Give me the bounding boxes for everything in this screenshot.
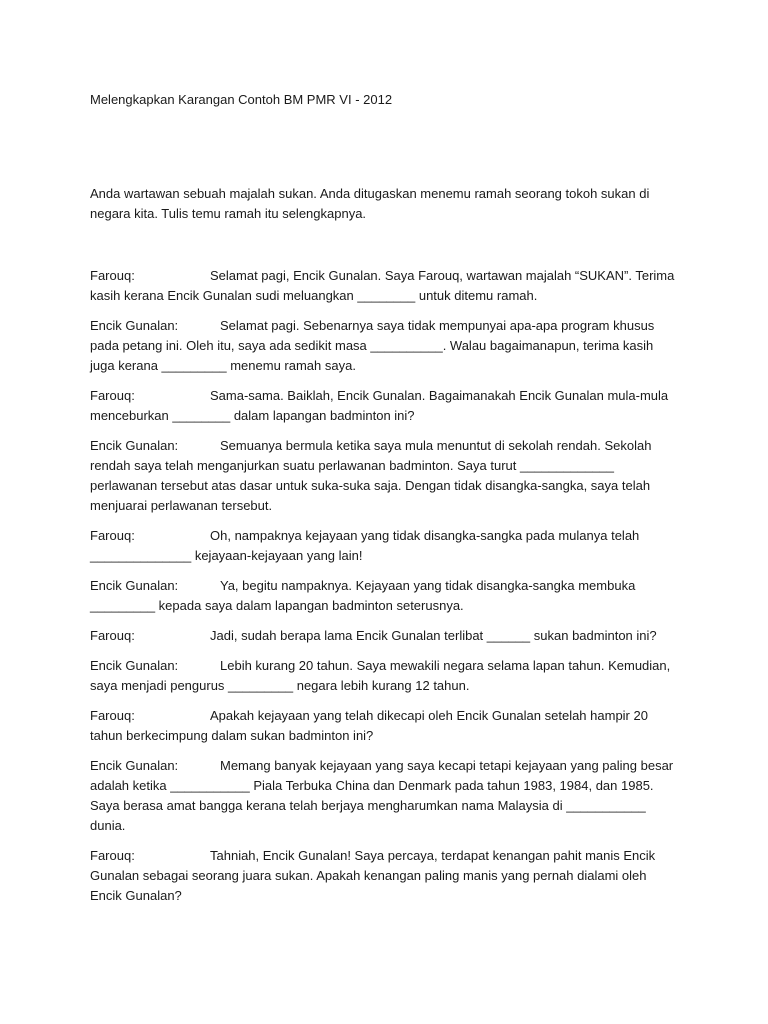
- speaker-name: Farouq:: [90, 848, 135, 863]
- dialogue-turn: [90, 576, 680, 616]
- speech-text: Tahniah, Encik Gunalan! Saya percaya, terdapat kenangan pahit manis Encik Gunalan sebagai seorang juara sukan. Apakah kenangan paling manis yang pernah dialami oleh Encik Gunalan?: [90, 848, 656, 903]
- speech-text: Memang banyak kejayaan yang saya kecapi tetapi kejayaan yang paling besar adalah ketika ___________ Piala Terbuka China dan Denmark pada tahun 1983, 1984, dan 1985. Saya berasa amat bangga kerana telah berjaya mengharumkan nama Malaysia di ___________ dunia.: [90, 758, 674, 833]
- speaker-name: Farouq:: [90, 528, 135, 543]
- speaker-name: Farouq:: [90, 268, 135, 283]
- speaker-name: Farouq:: [90, 708, 135, 723]
- dialogue-turn: [90, 706, 680, 746]
- instruction-paragraph: Anda wartawan sebuah majalah sukan. Anda ditugaskan menemu ramah seorang tokoh sukan di negara kita. Tulis temu ramah itu selengkapnya.: [90, 186, 650, 221]
- dialogue-turn: [90, 656, 680, 696]
- speech-text: Selamat pagi, Encik Gunalan. Saya Farouq, wartawan majalah “SUKAN”. Terima kasih kerana Encik Gunalan sudi meluangkan ________ untuk ditemu ramah.: [90, 268, 675, 303]
- speaker-name: Encik Gunalan:: [90, 438, 179, 453]
- dialogue-turn: [90, 846, 680, 906]
- document-title: Melengkapkan Karangan Contoh BM PMR VI - 2012: [90, 92, 393, 107]
- speech-text: Oh, nampaknya kejayaan yang tidak disangka-sangka pada mulanya telah ______________ kejayaan-kejayaan yang lain!: [90, 528, 640, 563]
- speech-text: Semuanya bermula ketika saya mula menuntut di sekolah rendah. Sekolah rendah saya telah menganjurkan suatu perlawanan badminton. Saya turut _____________ perlawanan tersebut atas dasar untuk suka-suka saja. Dengan tidak disangka-sangka, saya telah menjuarai perlawanan tersebut.: [90, 438, 652, 513]
- dialogue-turn: [90, 386, 680, 426]
- speaker-name: Farouq:: [90, 628, 135, 643]
- speech-text: Selamat pagi. Sebenarnya saya tidak mempunyai apa-apa program khusus pada petang ini. Oleh itu, saya ada sedikit masa __________. Walau bagaimanapun, terima kasih juga kerana _________ menemu ramah saya.: [90, 318, 655, 373]
- speech-text: Sama-sama. Baiklah, Encik Gunalan. Bagaimanakah Encik Gunalan mula-mula menceburkan ________ dalam lapangan badminton ini?: [90, 388, 669, 423]
- dialogue-turn: [90, 526, 680, 566]
- speaker-name: Farouq:: [90, 388, 135, 403]
- speech-text: Ya, begitu nampaknya. Kejayaan yang tidak disangka-sangka membuka _________ kepada saya dalam lapangan badminton seterusnya.: [90, 578, 636, 613]
- dialogue-turn: [90, 626, 680, 646]
- dialogue-turn: [90, 316, 680, 376]
- speaker-name: Encik Gunalan:: [90, 318, 179, 333]
- dialogue: [90, 266, 680, 906]
- dialogue-turn: [90, 756, 680, 836]
- speaker-name: Encik Gunalan:: [90, 758, 179, 773]
- speaker-name: Encik Gunalan:: [90, 578, 179, 593]
- dialogue-turn: [90, 266, 680, 306]
- document-page: [90, 90, 680, 916]
- speech-text: Lebih kurang 20 tahun. Saya mewakili negara selama lapan tahun. Kemudian, saya menjadi pengurus _________ negara lebih kurang 12 tahun.: [90, 658, 671, 693]
- dialogue-turn: [90, 436, 680, 516]
- speech-text: Apakah kejayaan yang telah dikecapi oleh Encik Gunalan setelah hampir 20 tahun berkecimpung dalam sukan badminton ini?: [90, 708, 648, 743]
- speaker-name: Encik Gunalan:: [90, 658, 179, 673]
- speech-text: Jadi, sudah berapa lama Encik Gunalan terlibat ______ sukan badminton ini?: [210, 628, 657, 643]
